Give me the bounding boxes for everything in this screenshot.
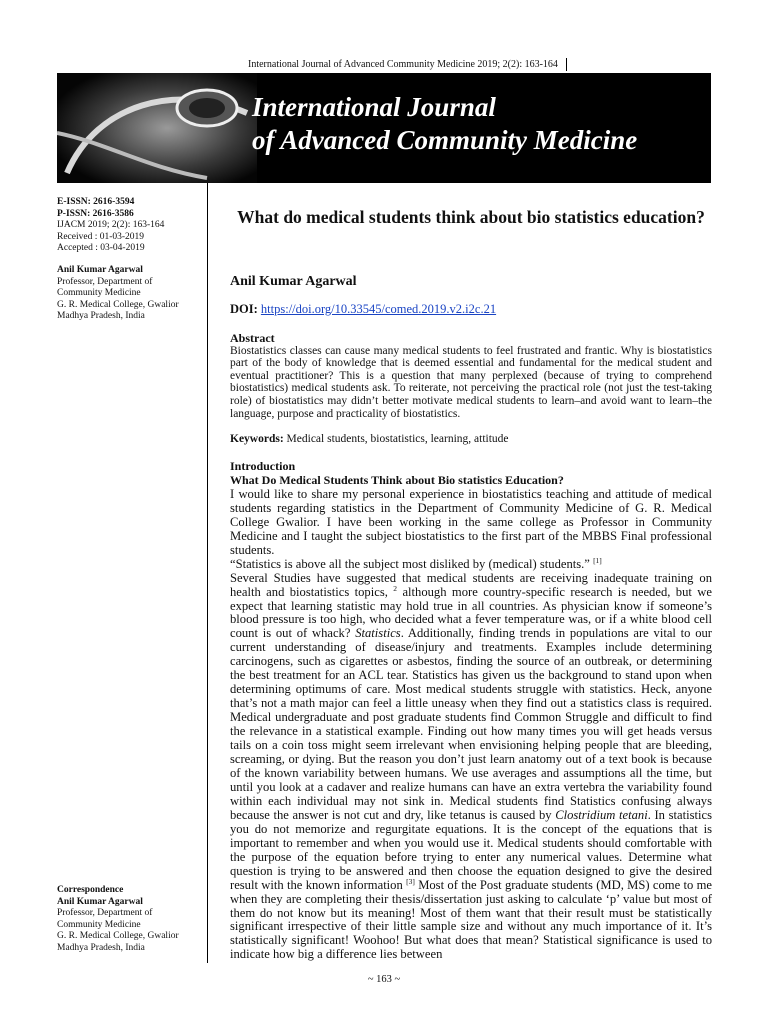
article-meta: E-ISSN: 2616-3594 P-ISSN: 2616-3586 IJACM 2019; 2(2): 163-164 Received : 01-03-2019 Accepted : 03-04-2019 xyxy=(57,197,165,253)
abstract-heading: Abstract xyxy=(230,331,275,345)
intro-heading: Introduction xyxy=(230,459,296,473)
article-title: What do medical students think about bio statistics education? xyxy=(237,207,705,227)
abstract xyxy=(230,332,712,420)
paragraph: I would like to share my personal experience in biostatistics teaching and attitude of medical students regarding statistics in the Department of Community Medicine of G. R. Medical College Gwalior. I have been working in the same college as Professor in Community Medicine and I taught the subject biostatistics to the first part of the MBBS Final professional students. xyxy=(230,486,712,557)
doi-line: DOI: https://doi.org/10.33545/comed.2019.v2.i2c.21 xyxy=(230,302,497,316)
journal-banner xyxy=(57,73,711,183)
author-affiliation: Anil Kumar Agarwal Professor, Department of Community Medicine G. R. Medical College, Gwalior Madhya Pradesh, India xyxy=(57,265,179,321)
doi-link[interactable]: https://doi.org/10.33545/comed.2019.v2.i2c.21 xyxy=(260,302,497,316)
text-cursor xyxy=(566,58,567,71)
running-header: International Journal of Advanced Community Medicine 2019; 2(2): 163-164 xyxy=(248,59,558,70)
article-body xyxy=(230,460,712,962)
keywords: Keywords: Medical students, biostatistics, learning, attitude xyxy=(230,433,509,445)
page-number: ~ 163 ~ xyxy=(367,974,401,985)
column-divider xyxy=(207,183,208,963)
intro-subheading: What Do Medical Students Think about Bio statistics Education? xyxy=(230,472,564,487)
stethoscope-icon xyxy=(57,73,257,183)
paragraph: Several Studies have suggested that medical students are receiving inadequate training on health and biostatistics topics, $^2$ although more country-specific research is needed, but we expect that learning statistic may hold true in all countries. As physician know if someone’s blood pressure is too high, who decided what a fever temperature was, or if a white blood cell count is out of whack? Statistics. Additionally, finding trends in populations are vital to our current understanding of disease/injury and treatments. Examples include determining carcinogens, such as cigarettes or asbestos, finding the source of an outbreak, or determining the best treatment for an ACL tear. Statistics has given us the background to stand upon when determining optimums of care. Most medical students struggle with statistics. Heck, anyone that’s not a math major can feel a little uneasy when they find out a statistics class is required. Medical undergraduate and post graduate students find Common Struggle and difficult to find the relevance in a statistical example. Finding out how many times you will get heads versus tails on a coin toss might seem irrelevant when envisioning helping people that are bleeding, screaming, or dying. But the reason you don’t just learn anatomy out of a text book is because of the known variability between humans. We use averages and assumptions all the time, but until you look at a cadaver and realize humans can have an extra vertebra the variability found within each individual may not sink in. Medical students find Statistics confusing always because the answer is not cut and dry, like tetanus is caused by Clostridium tetani. In statistics you do not memorize and regurgitate equations. It is the concept of the equations that is important to remember and when you would use it. Medical students should comfortable with the purpose of the equation before trying to enter any numerical values. Determine what question is trying to be answered and then choose the equation designed to give the desired result with the known information [3] Most of the Post graduate students (MD, MS) come to me when they are completing their thesis/dissertation just asking to calculate ‘p’ value but most of them do not know but its meaning! Most of them want that their result must be statistically significant irrespective of their little sample size and without any much importance of it. It’s statistically significant! Woohoo! But what does that mean? Statistical significance is used to indicate how big a difference lies between xyxy=(230,570,713,962)
article-author: Anil Kumar Agarwal xyxy=(230,274,357,289)
journal-title: International Journal of Advanced Community Medicine xyxy=(252,92,638,155)
quote: “Statistics is above all the subject most disliked by (medical) students.” [1] xyxy=(230,555,602,571)
correspondence: Correspondence Anil Kumar Agarwal Professor, Department of Community Medicine G. R. Medical College, Gwalior Madhya Pradesh, India xyxy=(57,885,179,953)
abstract-text: Biostatistics classes can cause many medical students to feel frustrated and frantic. Why is biostatistics part of the body of knowledge that is deemed essential and fundamental for the medical student and eventual practitioner? This is a question that many perplexed (because of trying to comprehend biostatistics) medical students ask. To reiterate, not perceiving the practical role (not just the test-taking role) of biostatistics may didn’t better motivate medical students to learn–and avoid want to learn–the language, purpose and practicality of biostatistics. xyxy=(230,344,712,420)
